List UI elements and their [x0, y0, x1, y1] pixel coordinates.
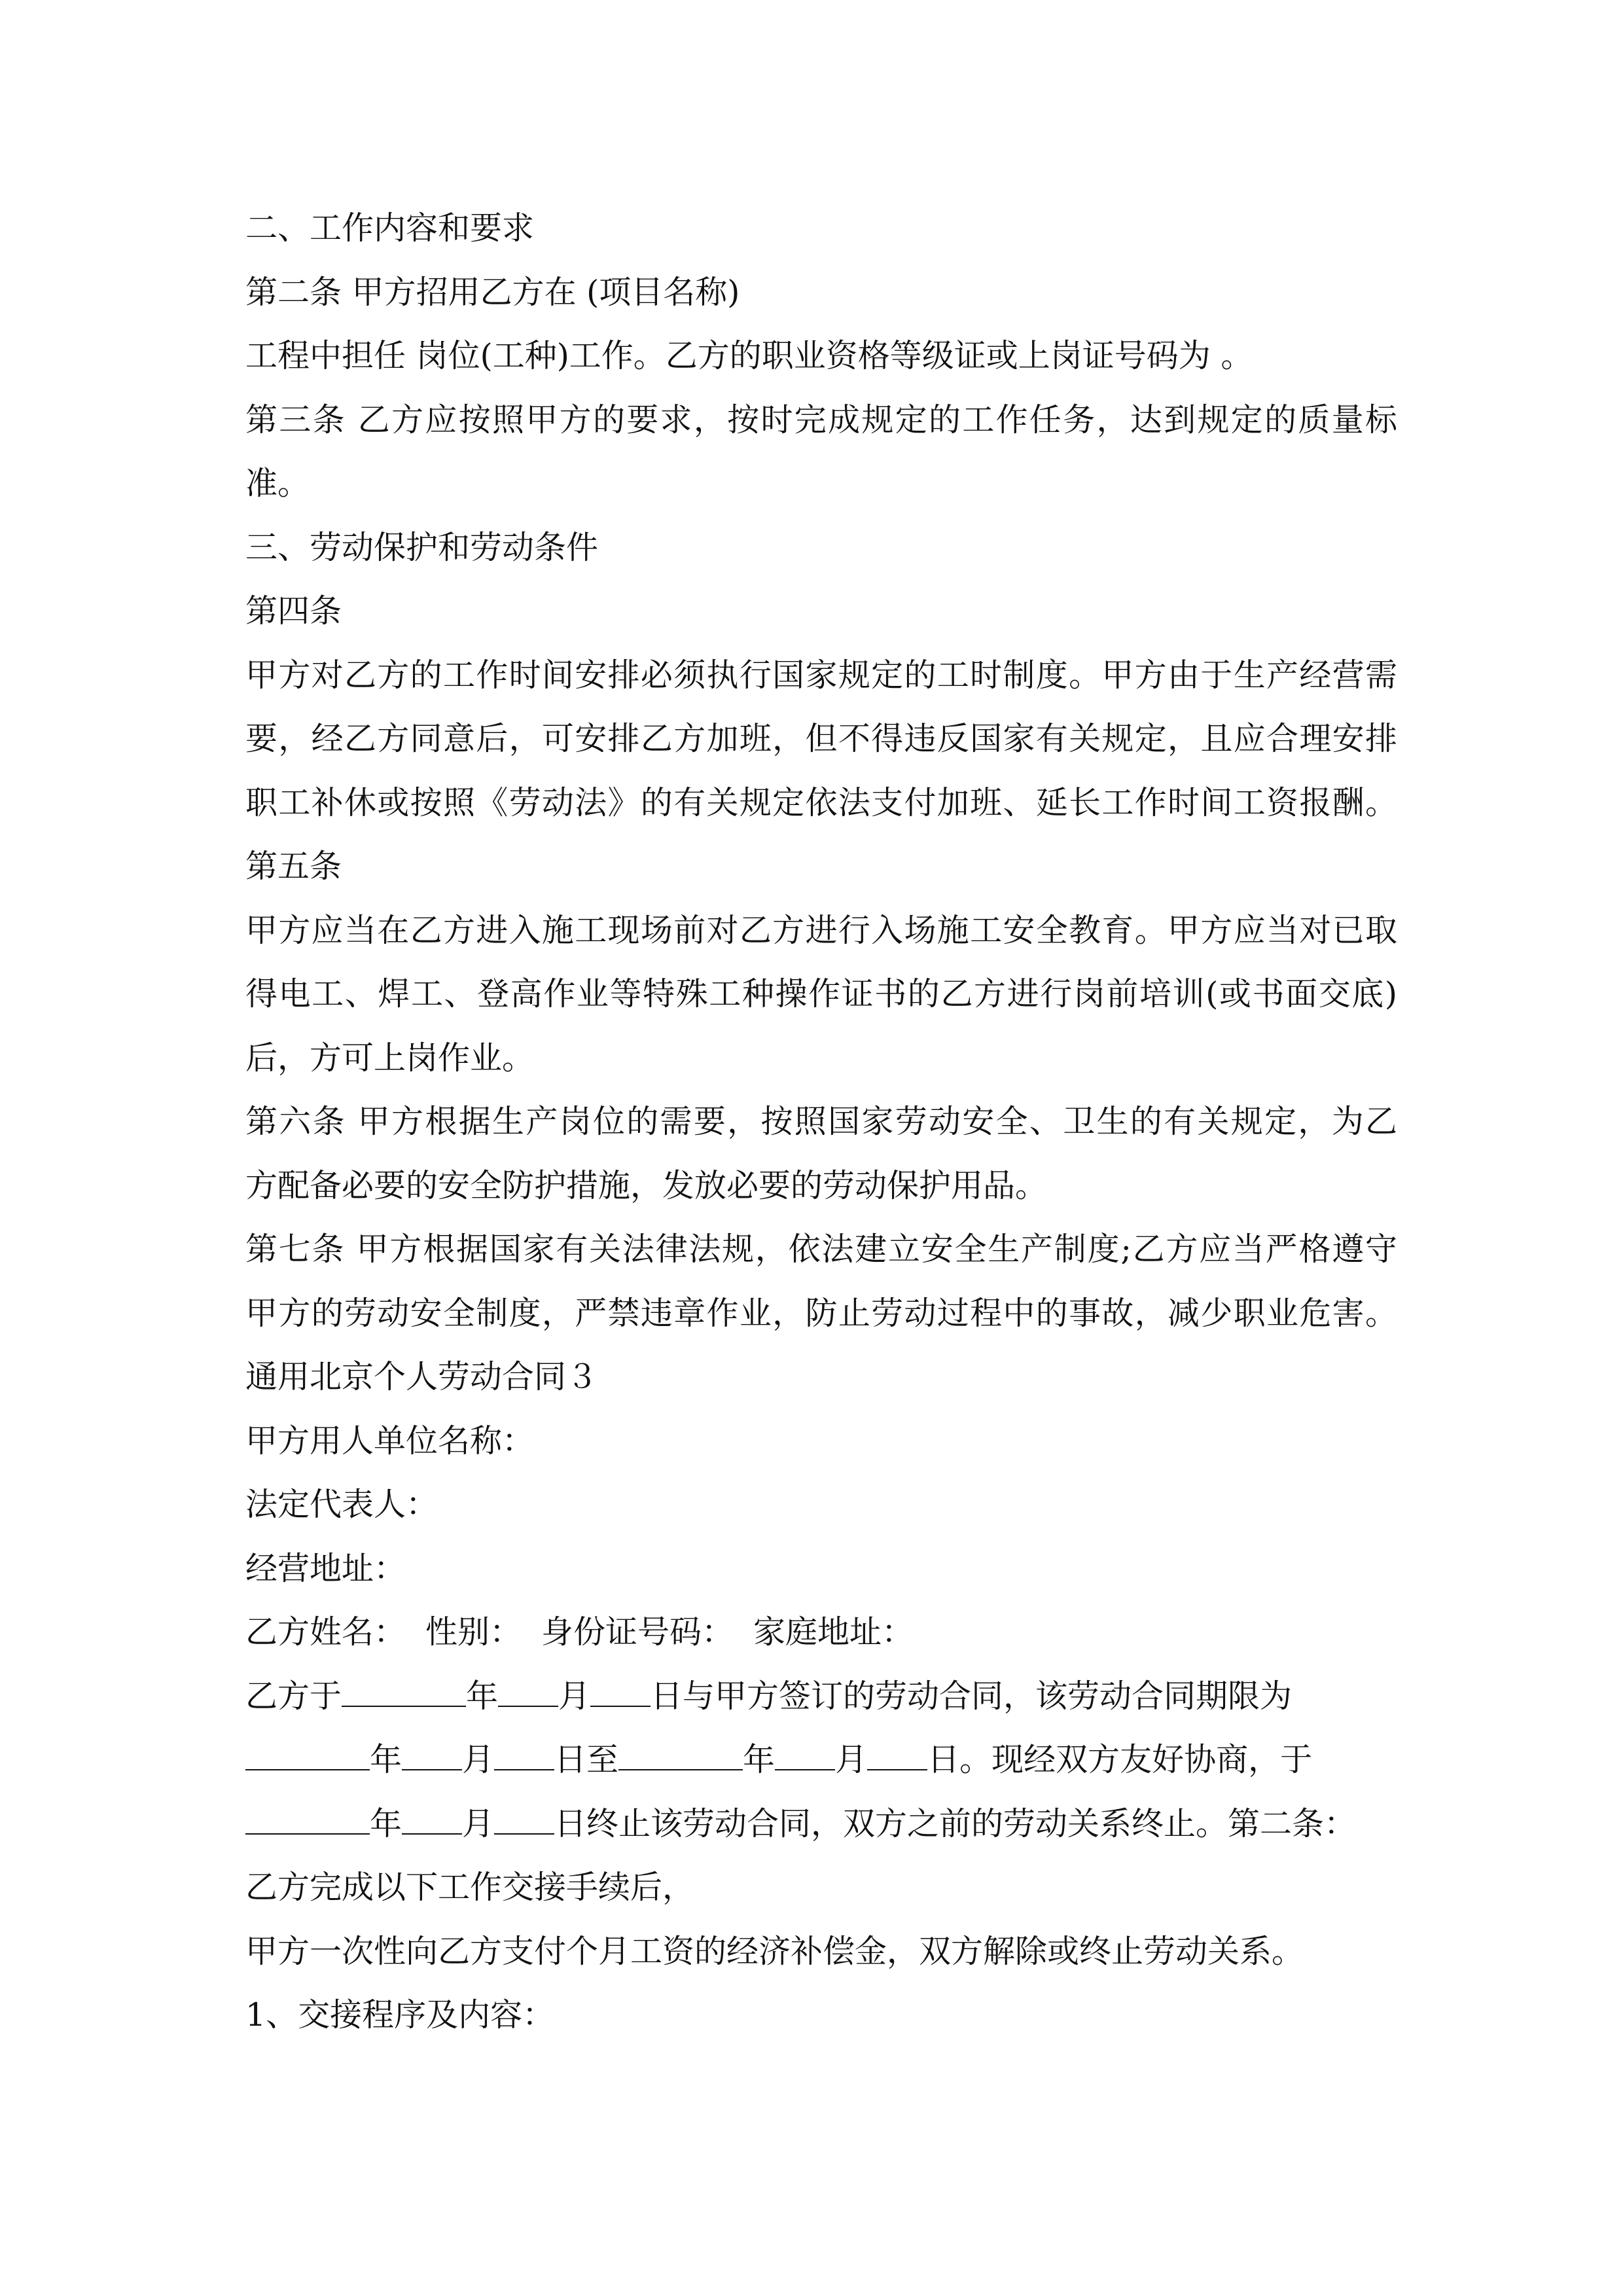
section-heading-work-content: 二、工作内容和要求: [245, 209, 535, 247]
article-7-line-2: 甲方的劳动安全制度，严禁违章作业，防止劳动过程中的事故，减少职业危害。: [245, 1294, 1397, 1332]
article-5-title: 第五条: [245, 848, 342, 885]
article-2-line-1: 第二条 甲方招用乙方在 (项目名称): [245, 273, 740, 311]
contract-sign-date-line: [245, 1664, 1397, 1729]
handover-line-1: 乙方完成以下工作交接手续后，: [245, 1869, 695, 1906]
blank-year: [245, 1807, 370, 1835]
article-2-line-2: 工程中担任 岗位(工种)工作。乙方的职业资格等级证或上岗证号码为 。: [245, 337, 1253, 374]
text-segment: 月: [462, 1804, 495, 1842]
text-segment: 月: [835, 1741, 868, 1778]
article-4-title: 第四条: [245, 592, 342, 630]
text-segment: 年: [370, 1741, 402, 1778]
contract-period-line: [245, 1728, 1397, 1792]
blank-year: [618, 1743, 743, 1770]
blank-year: [342, 1679, 466, 1707]
text-segment: 日。现经双方友好协商，于: [927, 1741, 1313, 1778]
legal-representative-field: 法定代表人：: [245, 1486, 438, 1523]
text-segment: 日至: [554, 1741, 619, 1778]
handover-procedure-heading: 1、交接程序及内容：: [245, 1996, 555, 2034]
blank-year: [245, 1743, 370, 1770]
id-number-label: 身份证号码：: [541, 1613, 734, 1651]
article-5-line-2: 得电工、焊工、登高作业等特殊工种操作证书的乙方进行岗前培训(或书面交底): [245, 975, 1397, 1013]
section-heading-labor-protection: 三、劳动保护和劳动条件: [245, 528, 599, 566]
employee-name-label: 乙方姓名：: [245, 1613, 406, 1651]
article-5-line-3: 后，方可上岗作业。: [245, 1039, 535, 1077]
text-segment: 日与甲方签订的劳动合同，该劳动合同期限为: [651, 1677, 1293, 1715]
blank-day: [590, 1679, 651, 1707]
text-segment: 年: [370, 1804, 402, 1842]
compensation-line: 甲方一次性向乙方支付个月工资的经济补偿金，双方解除或终止劳动关系。: [245, 1932, 1304, 1970]
article-4-line-1: 甲方对乙方的工作时间安排必须执行国家规定的工时制度。甲方由于生产经营需: [245, 656, 1397, 694]
blank-month: [402, 1743, 462, 1770]
article-4-line-2: 要，经乙方同意后，可安排乙方加班，但不得违反国家有关规定，且应合理安排: [245, 720, 1397, 757]
home-address-label: 家庭地址：: [753, 1613, 914, 1651]
text-segment: 月: [558, 1677, 591, 1715]
gender-label: 性别：: [425, 1613, 522, 1651]
blank-month: [775, 1743, 835, 1770]
contract-title: 通用北京个人劳动合同３: [245, 1358, 599, 1395]
document-body: [245, 196, 1397, 2047]
text-segment: 日终止该劳动合同，双方之前的劳动关系终止。第二条：: [554, 1804, 1357, 1842]
business-address-field: 经营地址：: [245, 1549, 406, 1587]
text-segment: 乙方于: [245, 1677, 342, 1715]
text-segment: 年: [466, 1677, 499, 1715]
article-3-line-2: 准。: [245, 465, 310, 502]
termination-date-line: [245, 1792, 1397, 1856]
text-segment: 年: [743, 1741, 776, 1778]
article-3-line-1: 第三条 乙方应按照甲方的要求，按时完成规定的工作任务，达到规定的质量标: [245, 401, 1397, 439]
text-segment: 月: [462, 1741, 495, 1778]
blank-month: [498, 1679, 558, 1707]
employee-info-line: [245, 1600, 1397, 1664]
article-4-line-3: 职工补休或按照《劳动法》的有关规定依法支付加班、延长工作时间工资报酬。: [245, 783, 1397, 821]
employer-name-field: 甲方用人单位名称：: [245, 1422, 535, 1460]
blank-day: [867, 1743, 927, 1770]
article-6-line-2: 方配备必要的安全防护措施，发放必要的劳动保护用品。: [245, 1166, 1048, 1204]
blank-day: [494, 1807, 554, 1835]
blank-day: [494, 1743, 554, 1770]
blank-month: [402, 1807, 462, 1835]
article-7-line-1: 第七条 甲方根据国家有关法律法规，依法建立安全生产制度;乙方应当严格遵守: [245, 1230, 1397, 1268]
article-6-line-1: 第六条 甲方根据生产岗位的需要，按照国家劳动安全、卫生的有关规定，为乙: [245, 1103, 1397, 1140]
article-5-line-1: 甲方应当在乙方进入施工现场前对乙方进行入场施工安全教育。甲方应当对已取: [245, 911, 1397, 949]
